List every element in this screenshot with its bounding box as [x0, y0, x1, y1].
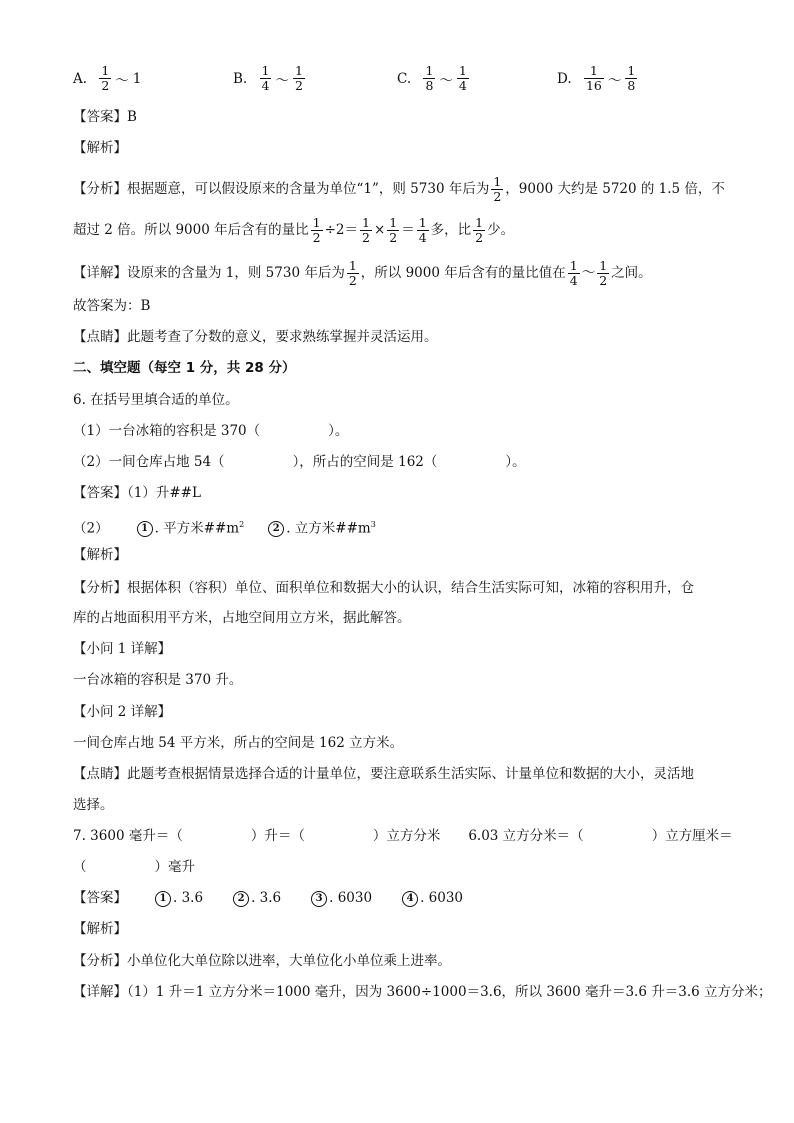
fraction-quarter: $\frac{1}{4}$ [569, 258, 578, 288]
q6-fenxi-line2: 库的占地面积用平方米，占地空间用立方米，据此解答。 [73, 610, 411, 626]
q6-sub2: （2）一间仓库占地 54（ ），所占的空间是 162（ ）。 [73, 454, 526, 470]
option-d: D. $\frac{1}{16}$ ～ $\frac{1}{8}$ [557, 63, 636, 93]
fraction: $\frac{1}{16}$ [585, 63, 602, 93]
circled-number: 2 [268, 521, 284, 537]
option-b: B. $\frac{1}{4}$ ～ $\frac{1}{2}$ [233, 63, 303, 93]
q6-dianjing-line1: 【点睛】此题考查根据情景选择合适的计量单位，要注意联系生活实际、计量单位和数据的大小，灵活地 [73, 766, 694, 782]
fraction: $\frac{1}{2}$ [294, 63, 303, 93]
q6-xw2-text: 一间仓库占地 54 平方米，所占的空间是 162 立方米。 [73, 735, 404, 751]
q6-title: 6. 在括号里填合适的单位。 [73, 392, 239, 408]
fraction-half: $\frac{1}{2}$ [389, 215, 398, 245]
q6-dianjing-line2: 选择。 [73, 797, 114, 813]
section-title: 二、填空题（每空 1 分，共 28 分） [73, 360, 296, 376]
circled-number: 1 [155, 891, 171, 907]
q6-xw1-heading: 【小问 1 详解】 [73, 641, 172, 657]
q7-answer: 【答案】 1 . 3.6 2 . 3.6 3 . 6030 4 . 6030 [73, 890, 464, 906]
fraction: $\frac{1}{8}$ [627, 63, 636, 93]
q6-fenxi-line1: 【分析】根据体积（容积）单位、面积单位和数据大小的认识，结合生活实际可知，冰箱的容积用升，仓 [73, 580, 694, 596]
q5-fenxi-line2: 超过 2 倍。所以 9000 年后含有的量比 $\frac{1}{2}$ ÷2＝ $\frac{1}{2}$ × $\frac{1}{2}$ ＝ $\frac{1}{4}$ 多，比 $\frac{1}{2}$ 少。 [73, 215, 515, 245]
q7-line1: 7. 3600 毫升＝（ ）升＝（ ）立方分米 6.03 立方分米＝（ ）立方厘米＝ [73, 828, 733, 844]
q6-sub1: （1）一台冰箱的容积是 370（ ）。 [73, 423, 349, 439]
q6-answer: 【答案】（1）升##L [73, 485, 201, 501]
option-c: C. $\frac{1}{8}$ ～ $\frac{1}{4}$ [397, 63, 467, 93]
option-a: A. $\frac{1}{2}$ ～ 1 [73, 63, 142, 93]
circled-number: 3 [311, 891, 327, 907]
circled-number: 2 [233, 891, 249, 907]
q5-answer: 【答案】B [73, 109, 137, 125]
q6-xw2-heading: 【小问 2 详解】 [73, 704, 172, 720]
fraction-half: $\frac{1}{2}$ [348, 258, 357, 288]
option-letter: A. [73, 70, 88, 87]
q7-analysis-heading: 【解析】 [73, 921, 127, 937]
q7-fenxi: 【分析】小单位化大单位除以进率，大单位化小单位乘上进率。 [73, 953, 451, 969]
q5-analysis-heading: 【解析】 [73, 140, 127, 156]
q6-xw1-text: 一台冰箱的容积是 370 升。 [73, 672, 243, 688]
q7-xiangjie: 【详解】（1）1 升＝1 立方分米＝1000 毫升，因为 3600÷1000＝3.6，所以 3600 毫升＝3.6 升＝3.6 立方分米； [73, 984, 772, 1000]
fraction: $\frac{1}{8}$ [425, 63, 434, 93]
fraction-half: $\frac{1}{2}$ [493, 174, 502, 204]
fraction: $\frac{1}{4}$ [458, 63, 467, 93]
fraction-half: $\frac{1}{2}$ [475, 215, 484, 245]
fraction: $\frac{1}{2}$ [101, 63, 110, 93]
q6-analysis-heading: 【解析】 [73, 547, 127, 563]
q5-xiangjie: 【详解】设原来的含量为 1，则 5730 年后为 $\frac{1}{2}$ ，所以 9000 年后含有的量比值在 $\frac{1}{4}$ ～ $\frac{1}{2}$ 之间。 [73, 258, 652, 288]
circled-number: 1 [137, 521, 153, 537]
q7-line2: （ ）毫升 [73, 859, 195, 875]
fraction-half: $\frac{1}{2}$ [599, 258, 608, 288]
fraction-half: $\frac{1}{2}$ [361, 215, 370, 245]
q6-answer2: （2） 1 . 平方米$\#\#m^2$ 2 . 立方米$\#\#m^3$ [73, 520, 376, 537]
fraction: $\frac{1}{4}$ [261, 63, 270, 93]
q5-fenxi-line1: 【分析】根据题意，可以假设原来的含量为单位“1”，则 5730 年后为 $\frac{1}{2}$ ，9000 大约是 5720 的 1.5 倍，不 [73, 174, 725, 204]
q5-final-answer: 故答案为：B [73, 298, 151, 314]
q5-dianjing: 【点睛】此题考查了分数的意义，要求熟练掌握并灵活运用。 [73, 329, 438, 345]
fraction-quarter: $\frac{1}{4}$ [418, 215, 427, 245]
fraction-half: $\frac{1}{2}$ [312, 215, 321, 245]
circled-number: 4 [402, 891, 418, 907]
